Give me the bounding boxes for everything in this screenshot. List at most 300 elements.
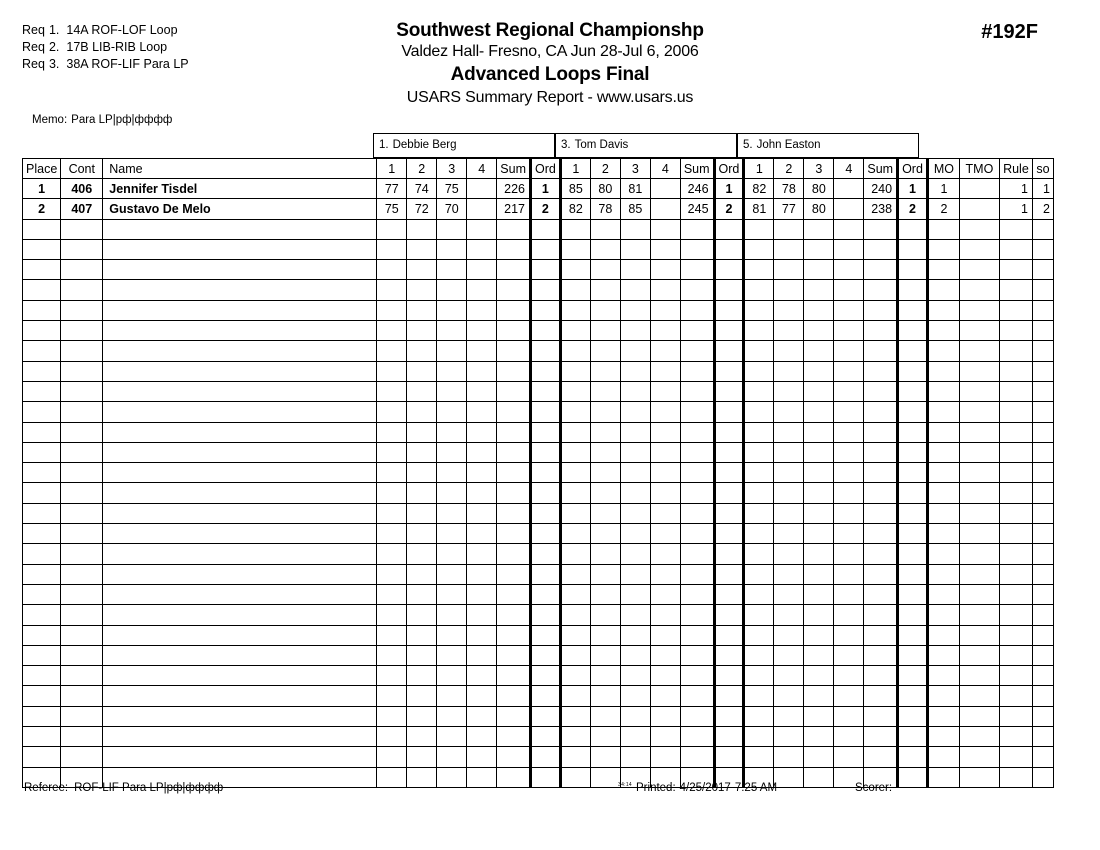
cell-empty bbox=[927, 564, 959, 584]
cell-empty bbox=[1032, 605, 1053, 625]
cell-empty bbox=[927, 219, 959, 239]
cell-empty bbox=[497, 341, 531, 361]
cell-empty bbox=[103, 706, 377, 726]
cell-empty bbox=[530, 605, 560, 625]
cell-empty bbox=[927, 666, 959, 686]
cell-empty bbox=[714, 666, 744, 686]
cell-empty bbox=[467, 463, 497, 483]
cell-empty bbox=[959, 463, 999, 483]
cell-empty bbox=[437, 605, 467, 625]
cell-empty bbox=[898, 605, 928, 625]
cell-tmo bbox=[959, 179, 999, 199]
cell-empty bbox=[680, 686, 714, 706]
cell-empty bbox=[103, 686, 377, 706]
cell-empty bbox=[714, 260, 744, 280]
cell-empty bbox=[620, 605, 650, 625]
cell-j3-s2: 77 bbox=[774, 199, 804, 219]
cell-empty bbox=[620, 280, 650, 300]
cell-empty bbox=[864, 361, 898, 381]
cell-empty bbox=[650, 341, 680, 361]
cell-empty bbox=[744, 625, 774, 645]
cell-empty bbox=[650, 605, 680, 625]
cell-empty bbox=[377, 321, 407, 341]
cell-empty bbox=[864, 666, 898, 686]
memo-label: Memo: bbox=[32, 114, 68, 126]
cell-empty bbox=[927, 341, 959, 361]
judge-number: 3. bbox=[561, 139, 571, 151]
cell-empty bbox=[560, 483, 590, 503]
cell-empty bbox=[103, 564, 377, 584]
cell-j2-sum: 245 bbox=[680, 199, 714, 219]
cell-empty bbox=[959, 564, 999, 584]
cell-mo: 2 bbox=[927, 199, 959, 219]
header-j3-s4: 4 bbox=[834, 159, 864, 179]
cell-empty bbox=[23, 625, 61, 645]
cell-empty bbox=[774, 564, 804, 584]
cell-empty bbox=[744, 300, 774, 320]
cell-empty bbox=[437, 239, 467, 259]
cell-empty bbox=[804, 341, 834, 361]
cell-empty bbox=[530, 524, 560, 544]
cell-empty bbox=[407, 280, 437, 300]
cell-empty bbox=[927, 381, 959, 401]
cell-empty bbox=[959, 524, 999, 544]
cell-empty bbox=[560, 361, 590, 381]
cell-empty bbox=[999, 260, 1032, 280]
cell-empty bbox=[959, 260, 999, 280]
cell-empty bbox=[467, 260, 497, 280]
cell-empty bbox=[560, 503, 590, 523]
judge-name: John Easton bbox=[756, 139, 821, 151]
cell-empty bbox=[23, 706, 61, 726]
cell-empty bbox=[1032, 666, 1053, 686]
cell-empty bbox=[103, 341, 377, 361]
cell-so: 1 bbox=[1032, 179, 1053, 199]
cell-empty bbox=[377, 361, 407, 381]
cell-empty bbox=[560, 341, 590, 361]
cell-j2-s3: 81 bbox=[620, 179, 650, 199]
requirement-label: Req bbox=[22, 40, 45, 54]
cell-empty bbox=[744, 463, 774, 483]
cell-empty bbox=[620, 260, 650, 280]
cell-j3-s4 bbox=[834, 199, 864, 219]
cell-empty bbox=[23, 361, 61, 381]
cell-empty bbox=[620, 625, 650, 645]
cell-empty bbox=[497, 442, 531, 462]
cell-empty bbox=[377, 381, 407, 401]
cell-empty bbox=[103, 219, 377, 239]
cell-empty bbox=[774, 300, 804, 320]
cell-empty bbox=[864, 747, 898, 767]
cell-empty bbox=[530, 564, 560, 584]
cell-empty bbox=[407, 463, 437, 483]
cell-empty bbox=[927, 260, 959, 280]
cell-empty bbox=[744, 422, 774, 442]
cell-empty bbox=[437, 381, 467, 401]
cell-j1-sum: 226 bbox=[497, 179, 531, 199]
cell-empty bbox=[898, 686, 928, 706]
cell-empty bbox=[864, 503, 898, 523]
cell-empty bbox=[898, 524, 928, 544]
cell-empty bbox=[467, 483, 497, 503]
cell-empty bbox=[999, 524, 1032, 544]
cell-empty bbox=[530, 483, 560, 503]
cell-empty bbox=[497, 747, 531, 767]
cell-empty bbox=[774, 625, 804, 645]
cell-empty bbox=[23, 463, 61, 483]
cell-empty bbox=[744, 442, 774, 462]
cell-empty bbox=[467, 544, 497, 564]
cell-empty bbox=[1032, 341, 1053, 361]
cell-empty bbox=[620, 727, 650, 747]
table-row-empty bbox=[23, 564, 1054, 584]
cell-j3-s1: 81 bbox=[744, 199, 774, 219]
printed-code: 34:14 bbox=[618, 782, 633, 789]
cell-empty bbox=[864, 321, 898, 341]
cell-empty bbox=[680, 361, 714, 381]
cell-empty bbox=[834, 422, 864, 442]
cell-empty bbox=[650, 584, 680, 604]
cell-empty bbox=[620, 564, 650, 584]
cell-empty bbox=[774, 483, 804, 503]
cell-empty bbox=[497, 503, 531, 523]
cell-empty bbox=[1032, 544, 1053, 564]
table-row-empty bbox=[23, 727, 1054, 747]
requirement-label: Req bbox=[22, 23, 45, 37]
organization-line: USARS Summary Report - www.usars.us bbox=[406, 89, 694, 106]
cell-empty bbox=[497, 381, 531, 401]
cell-empty bbox=[560, 280, 590, 300]
cell-empty bbox=[437, 341, 467, 361]
cell-empty bbox=[834, 483, 864, 503]
cell-empty bbox=[680, 341, 714, 361]
cell-empty bbox=[999, 321, 1032, 341]
header-j2-s4: 4 bbox=[650, 159, 680, 179]
cell-empty bbox=[834, 605, 864, 625]
cell-empty bbox=[103, 503, 377, 523]
cell-empty bbox=[680, 442, 714, 462]
cell-empty bbox=[407, 686, 437, 706]
cell-empty bbox=[23, 300, 61, 320]
cell-empty bbox=[530, 666, 560, 686]
cell-empty bbox=[804, 381, 834, 401]
cell-empty bbox=[407, 706, 437, 726]
cell-empty bbox=[377, 524, 407, 544]
cell-empty bbox=[864, 280, 898, 300]
cell-empty bbox=[959, 321, 999, 341]
cell-empty bbox=[590, 422, 620, 442]
cell-empty bbox=[680, 645, 714, 665]
cell-empty bbox=[804, 727, 834, 747]
cell-empty bbox=[834, 341, 864, 361]
cell-empty bbox=[714, 239, 744, 259]
cell-empty bbox=[834, 402, 864, 422]
cell-empty bbox=[927, 402, 959, 422]
cell-empty bbox=[61, 503, 103, 523]
cell-empty bbox=[864, 706, 898, 726]
cell-empty bbox=[744, 219, 774, 239]
table-row bbox=[23, 199, 1054, 219]
cell-empty bbox=[437, 483, 467, 503]
cell-empty bbox=[959, 727, 999, 747]
cell-empty bbox=[999, 341, 1032, 361]
cell-empty bbox=[560, 402, 590, 422]
cell-empty bbox=[999, 422, 1032, 442]
cell-empty bbox=[467, 361, 497, 381]
cell-empty bbox=[927, 442, 959, 462]
cell-empty bbox=[714, 686, 744, 706]
cell-empty bbox=[650, 280, 680, 300]
cell-empty bbox=[1032, 219, 1053, 239]
table-row-empty bbox=[23, 463, 1054, 483]
cell-empty bbox=[467, 422, 497, 442]
cell-j2-s2: 78 bbox=[590, 199, 620, 219]
cell-empty bbox=[407, 321, 437, 341]
cell-empty bbox=[620, 706, 650, 726]
cell-j3-s2: 78 bbox=[774, 179, 804, 199]
cell-empty bbox=[680, 381, 714, 401]
table-row-empty bbox=[23, 239, 1054, 259]
cell-j3-ord: 2 bbox=[898, 199, 928, 219]
cell-empty bbox=[774, 727, 804, 747]
cell-empty bbox=[467, 706, 497, 726]
cell-empty bbox=[959, 381, 999, 401]
cell-empty bbox=[804, 564, 834, 584]
cell-empty bbox=[497, 219, 531, 239]
cell-empty bbox=[864, 605, 898, 625]
cell-empty bbox=[680, 706, 714, 726]
cell-empty bbox=[497, 544, 531, 564]
cell-empty bbox=[23, 483, 61, 503]
requirement-label: Req bbox=[22, 57, 45, 71]
cell-empty bbox=[999, 381, 1032, 401]
cell-empty bbox=[23, 544, 61, 564]
cell-empty bbox=[497, 727, 531, 747]
cell-empty bbox=[1032, 584, 1053, 604]
cell-empty bbox=[620, 442, 650, 462]
cell-empty bbox=[377, 727, 407, 747]
cell-empty bbox=[927, 625, 959, 645]
cell-empty bbox=[804, 260, 834, 280]
cell-empty bbox=[560, 463, 590, 483]
cell-empty bbox=[1032, 300, 1053, 320]
cell-empty bbox=[650, 442, 680, 462]
cell-empty bbox=[804, 483, 834, 503]
cell-empty bbox=[744, 260, 774, 280]
cell-empty bbox=[497, 605, 531, 625]
cell-j2-s3: 85 bbox=[620, 199, 650, 219]
cell-empty bbox=[560, 524, 590, 544]
cell-empty bbox=[834, 645, 864, 665]
table-row-empty bbox=[23, 300, 1054, 320]
cell-empty bbox=[467, 584, 497, 604]
cell-place: 2 bbox=[23, 199, 61, 219]
cell-empty bbox=[804, 686, 834, 706]
cell-empty bbox=[1032, 422, 1053, 442]
cell-empty bbox=[61, 239, 103, 259]
cell-empty bbox=[959, 442, 999, 462]
cell-empty bbox=[23, 381, 61, 401]
cell-empty bbox=[61, 524, 103, 544]
cell-empty bbox=[23, 503, 61, 523]
cell-empty bbox=[744, 584, 774, 604]
cell-empty bbox=[103, 239, 377, 259]
cell-empty bbox=[377, 463, 407, 483]
cell-empty bbox=[61, 727, 103, 747]
table-row-empty bbox=[23, 483, 1054, 503]
table-row-empty bbox=[23, 584, 1054, 604]
competition-title: Southwest Regional Championshp bbox=[396, 20, 704, 41]
cell-empty bbox=[680, 483, 714, 503]
cell-empty bbox=[103, 402, 377, 422]
cell-empty bbox=[497, 463, 531, 483]
cell-empty bbox=[898, 239, 928, 259]
cell-empty bbox=[864, 625, 898, 645]
cell-empty bbox=[407, 524, 437, 544]
cell-empty bbox=[437, 402, 467, 422]
cell-empty bbox=[407, 422, 437, 442]
cell-empty bbox=[714, 402, 744, 422]
cell-empty bbox=[804, 361, 834, 381]
cell-empty bbox=[590, 239, 620, 259]
cell-empty bbox=[804, 544, 834, 564]
cell-empty bbox=[744, 645, 774, 665]
cell-empty bbox=[560, 686, 590, 706]
cell-empty bbox=[620, 645, 650, 665]
cell-empty bbox=[650, 361, 680, 381]
table-row-empty bbox=[23, 260, 1054, 280]
cell-empty bbox=[437, 300, 467, 320]
cell-empty bbox=[1032, 686, 1053, 706]
cell-empty bbox=[650, 544, 680, 564]
judge-number: 1. bbox=[379, 139, 389, 151]
cell-empty bbox=[530, 280, 560, 300]
cell-empty bbox=[864, 422, 898, 442]
cell-empty bbox=[650, 300, 680, 320]
cell-empty bbox=[467, 239, 497, 259]
cell-empty bbox=[23, 341, 61, 361]
cell-empty bbox=[959, 280, 999, 300]
cell-empty bbox=[834, 280, 864, 300]
event-number: #192F bbox=[981, 21, 1038, 43]
cell-empty bbox=[61, 422, 103, 442]
cell-empty bbox=[377, 686, 407, 706]
cell-empty bbox=[590, 463, 620, 483]
cell-empty bbox=[834, 219, 864, 239]
cell-empty bbox=[620, 503, 650, 523]
cell-empty bbox=[744, 239, 774, 259]
cell-empty bbox=[530, 239, 560, 259]
cell-empty bbox=[560, 321, 590, 341]
cell-empty bbox=[1032, 706, 1053, 726]
cell-empty bbox=[590, 544, 620, 564]
cell-empty bbox=[650, 524, 680, 544]
cell-empty bbox=[467, 645, 497, 665]
cell-empty bbox=[680, 463, 714, 483]
cell-empty bbox=[744, 381, 774, 401]
cell-empty bbox=[590, 361, 620, 381]
cell-empty bbox=[377, 605, 407, 625]
cell-empty bbox=[898, 645, 928, 665]
cell-empty bbox=[23, 280, 61, 300]
cell-empty bbox=[590, 584, 620, 604]
cell-empty bbox=[560, 605, 590, 625]
cell-empty bbox=[407, 219, 437, 239]
cell-j1-s4 bbox=[467, 199, 497, 219]
cell-empty bbox=[774, 422, 804, 442]
cell-empty bbox=[999, 219, 1032, 239]
cell-empty bbox=[620, 321, 650, 341]
cell-empty bbox=[530, 727, 560, 747]
cell-empty bbox=[467, 524, 497, 544]
cell-empty bbox=[620, 361, 650, 381]
cell-empty bbox=[23, 239, 61, 259]
cell-rule: 1 bbox=[999, 199, 1032, 219]
table-row-empty bbox=[23, 422, 1054, 442]
cell-empty bbox=[620, 381, 650, 401]
cell-empty bbox=[999, 402, 1032, 422]
cell-empty bbox=[898, 321, 928, 341]
cell-empty bbox=[61, 747, 103, 767]
cell-empty bbox=[590, 219, 620, 239]
cell-empty bbox=[497, 402, 531, 422]
cell-empty bbox=[834, 524, 864, 544]
requirement-text: 17B LIB-RIB Loop bbox=[66, 40, 168, 54]
cell-empty bbox=[467, 219, 497, 239]
cell-empty bbox=[959, 341, 999, 361]
cell-empty bbox=[437, 361, 467, 381]
cell-empty bbox=[744, 503, 774, 523]
cell-empty bbox=[1032, 239, 1053, 259]
table-row-empty bbox=[23, 747, 1054, 767]
cell-empty bbox=[467, 402, 497, 422]
cell-empty bbox=[927, 524, 959, 544]
cell-empty bbox=[61, 706, 103, 726]
cell-empty bbox=[650, 321, 680, 341]
cell-empty bbox=[1032, 402, 1053, 422]
cell-empty bbox=[680, 544, 714, 564]
cell-empty bbox=[530, 584, 560, 604]
cell-empty bbox=[680, 300, 714, 320]
cell-empty bbox=[864, 239, 898, 259]
cell-empty bbox=[680, 564, 714, 584]
cell-empty bbox=[497, 645, 531, 665]
cell-empty bbox=[497, 584, 531, 604]
cell-empty bbox=[620, 666, 650, 686]
header-j3-s3: 3 bbox=[804, 159, 834, 179]
cell-empty bbox=[103, 605, 377, 625]
cell-j3-s3: 80 bbox=[804, 179, 834, 199]
cell-empty bbox=[680, 321, 714, 341]
cell-empty bbox=[959, 219, 999, 239]
cell-empty bbox=[560, 747, 590, 767]
cell-j2-ord: 1 bbox=[714, 179, 744, 199]
cell-empty bbox=[927, 747, 959, 767]
cell-empty bbox=[834, 503, 864, 523]
cell-empty bbox=[834, 300, 864, 320]
table-row-empty bbox=[23, 706, 1054, 726]
cell-empty bbox=[680, 605, 714, 625]
cell-empty bbox=[407, 483, 437, 503]
cell-empty bbox=[999, 727, 1032, 747]
cell-empty bbox=[804, 280, 834, 300]
cell-so: 2 bbox=[1032, 199, 1053, 219]
cell-empty bbox=[927, 239, 959, 259]
cell-empty bbox=[530, 260, 560, 280]
cell-empty bbox=[497, 280, 531, 300]
cell-j3-sum: 238 bbox=[864, 199, 898, 219]
cell-empty bbox=[834, 564, 864, 584]
